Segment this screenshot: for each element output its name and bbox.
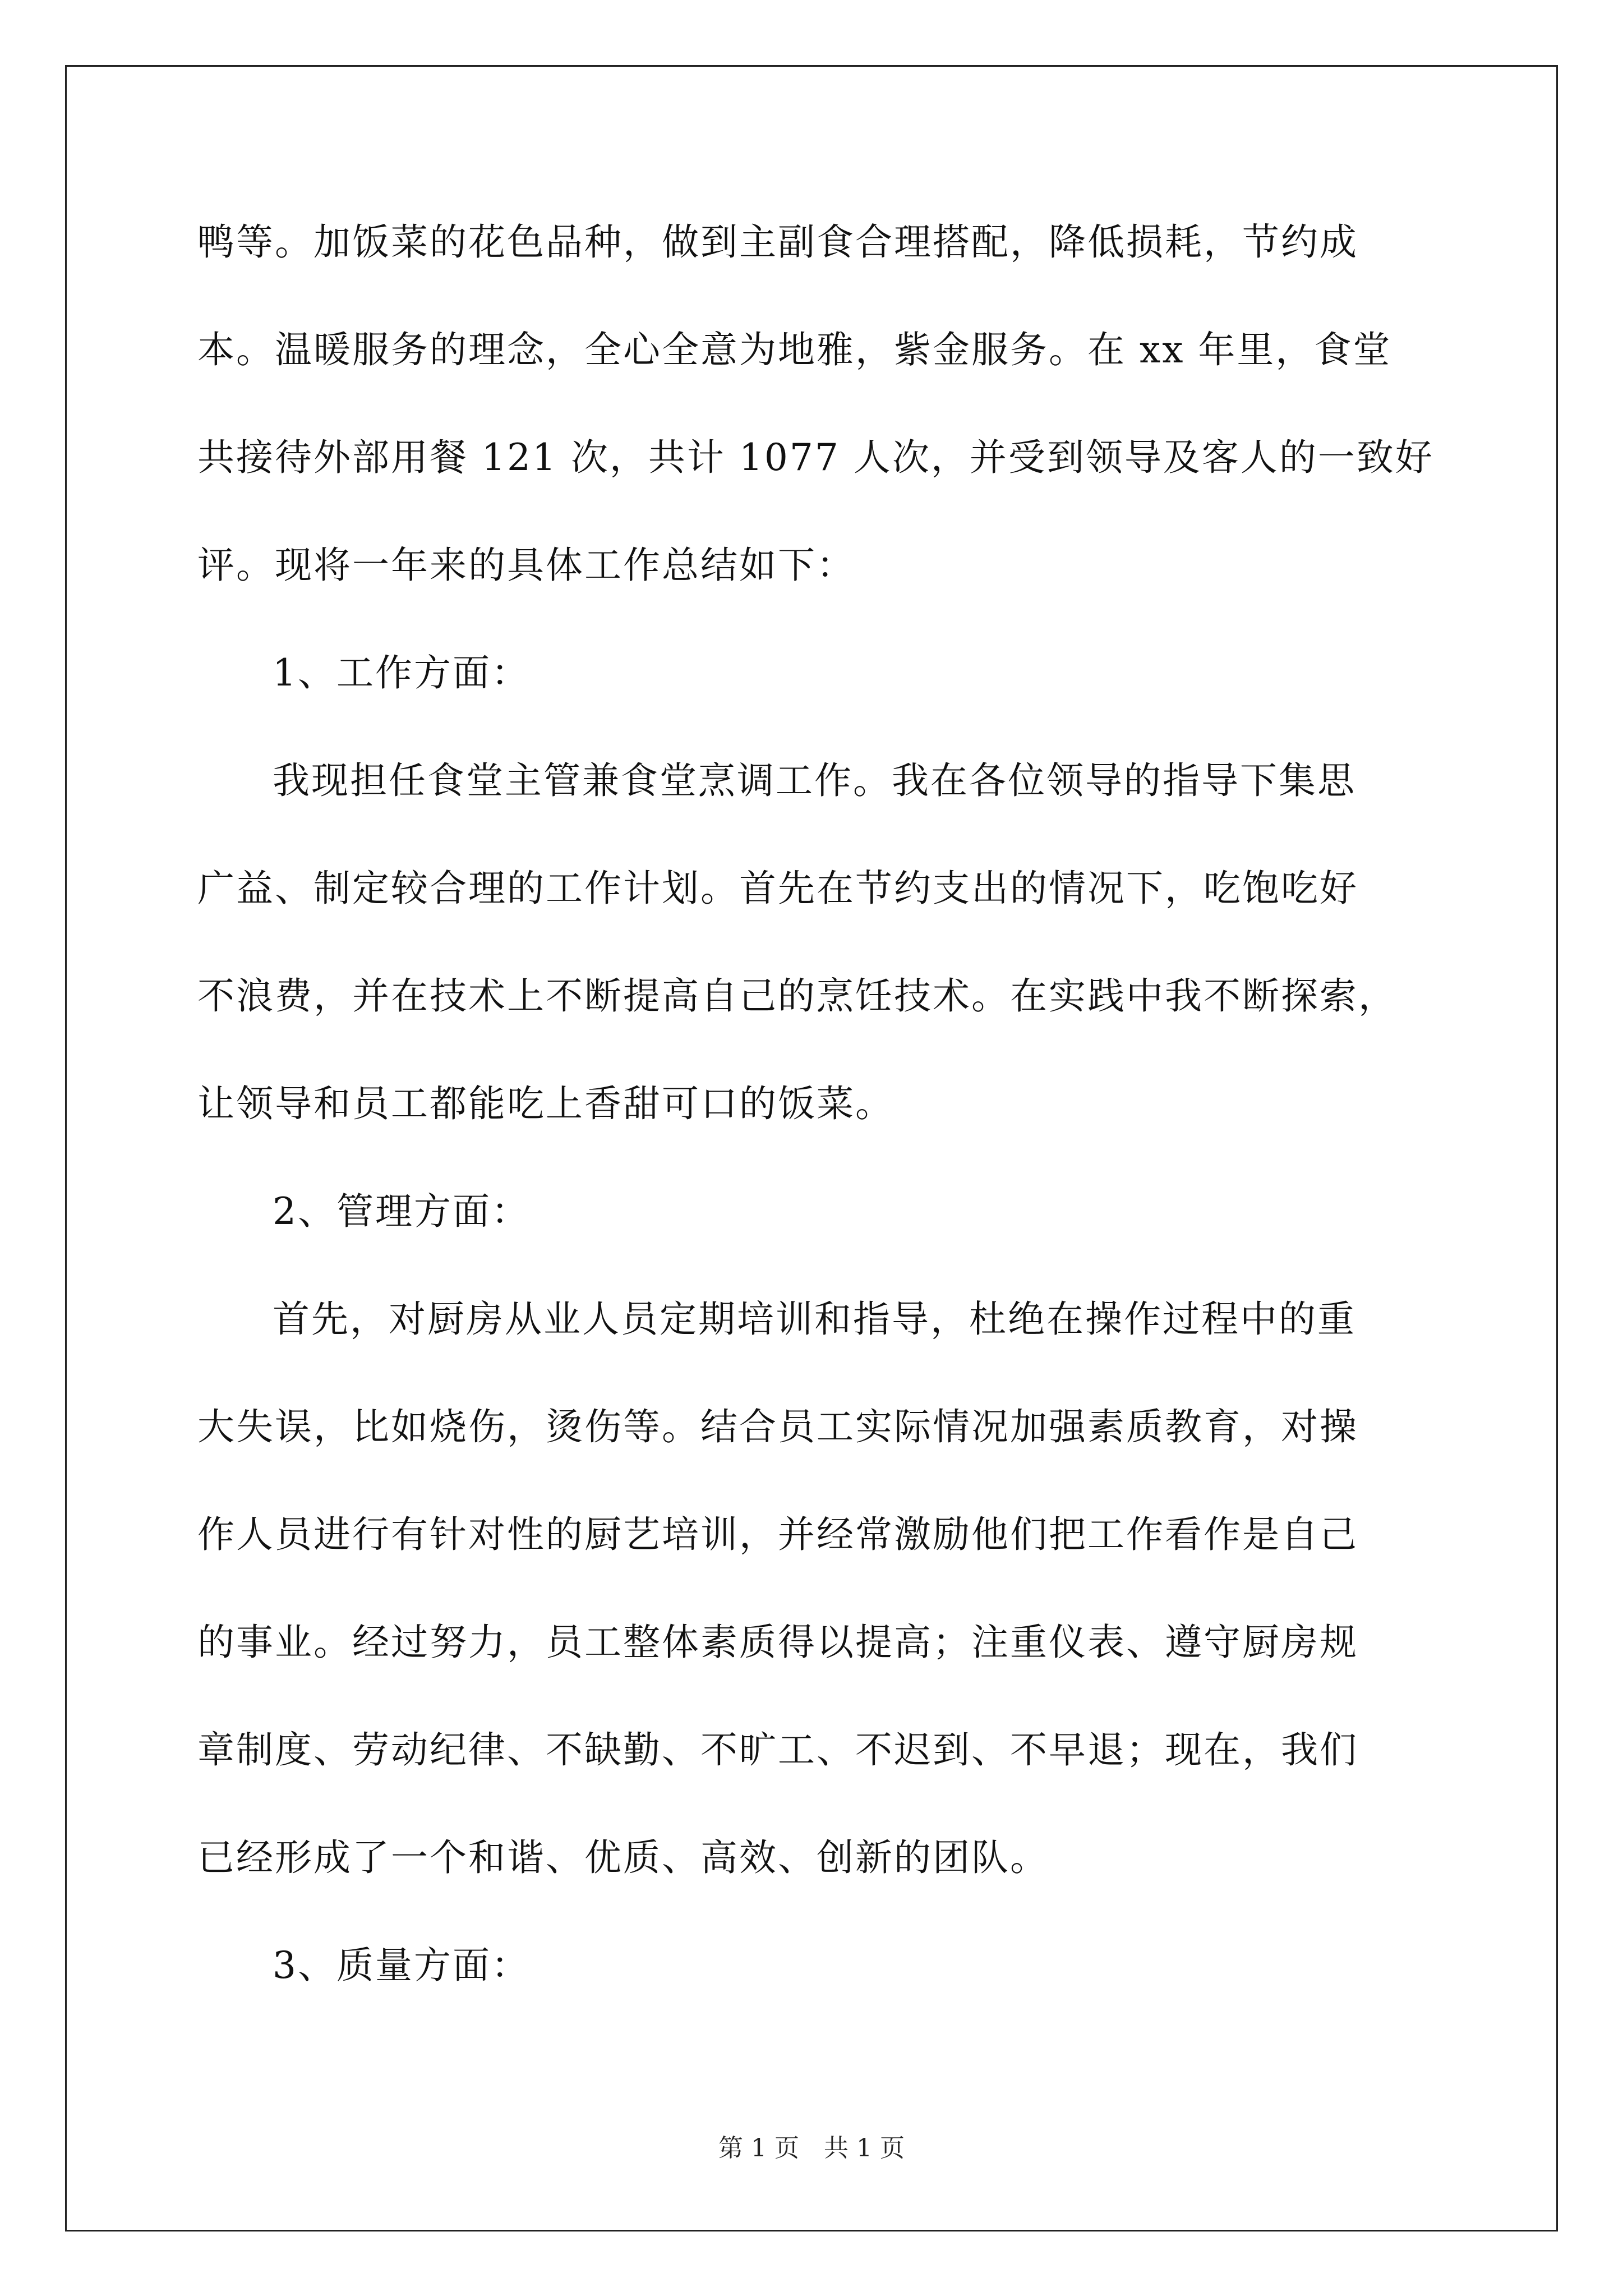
paragraph-line: 本。温暖服务的理念，全心全意为地雅，紫金服务。在 xx 年里，食堂 <box>197 328 1392 371</box>
paragraph-line: 鸭等。加饭菜的花色品种，做到主副食合理搭配，降低损耗，节约成 <box>197 220 1358 264</box>
section-heading-management: 2、管理方面： <box>273 1190 530 1233</box>
paragraph-line: 共接待外部用餐 121 次，共计 1077 人次，并受到领导及客人的一致好 <box>197 436 1434 479</box>
paragraph-line: 大失误，比如烧伤，烫伤等。结合员工实际情况加强素质教育，对操 <box>197 1405 1358 1448</box>
paragraph-line: 已经形成了一个和谐、优质、高效、创新的团队。 <box>197 1836 1049 1879</box>
page-border <box>65 65 1558 2231</box>
section-heading-work: 1、工作方面： <box>273 651 530 694</box>
paragraph-line: 作人员进行有针对性的厨艺培训，并经常激励他们把工作看作是自己 <box>197 1513 1358 1556</box>
paragraph-line: 不浪费，并在技术上不断提高自己的烹饪技术。在实践中我不断探索， <box>197 974 1397 1018</box>
paragraph-line: 评。现将一年来的具体工作总结如下： <box>197 544 855 587</box>
paragraph-line: 章制度、劳动纪律、不缺勤、不旷工、不迟到、不早退；现在，我们 <box>197 1728 1358 1772</box>
paragraph-line: 的事业。经过努力，员工整体素质得以提高；注重仪表、遵守厨房规 <box>197 1621 1358 1664</box>
section-heading-quality: 3、质量方面： <box>273 1944 530 1987</box>
paragraph-line: 让领导和员工都能吃上香甜可口的饭菜。 <box>197 1082 894 1125</box>
paragraph-line: 我现担任食堂主管兼食堂烹调工作。我在各位领导的指导下集思 <box>273 759 1356 802</box>
paragraph-line: 首先，对厨房从业人员定期培训和指导，杜绝在操作过程中的重 <box>273 1297 1356 1341</box>
page-number-footer: 第 1 页 共 1 页 <box>718 2134 905 2162</box>
paragraph-line: 广益、制定较合理的工作计划。首先在节约支出的情况下，吃饱吃好 <box>197 867 1358 910</box>
